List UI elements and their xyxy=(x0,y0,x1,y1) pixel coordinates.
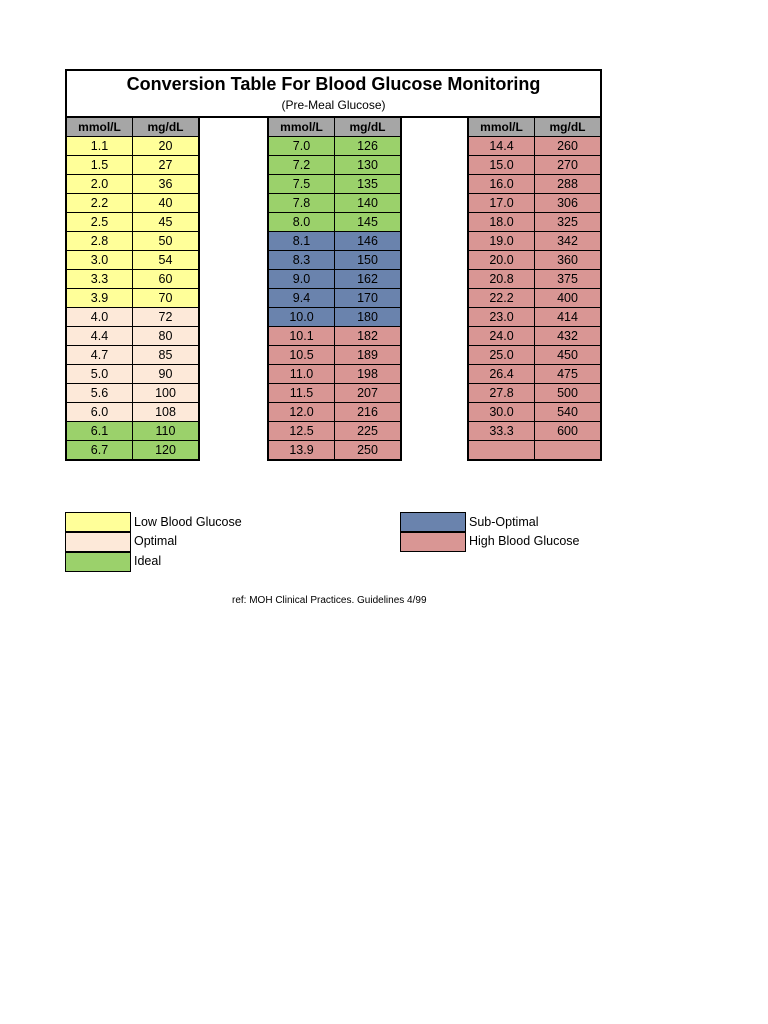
mmol-cell: 4.4 xyxy=(66,327,133,346)
mmol-cell: 24.0 xyxy=(468,327,535,346)
header-mmol: mmol/L xyxy=(268,117,335,137)
mmol-cell: 14.4 xyxy=(468,137,535,156)
table-row xyxy=(66,365,199,384)
legend-swatch-sub-optimal xyxy=(400,512,466,532)
mgdl-cell: 375 xyxy=(535,270,602,289)
table-row xyxy=(268,270,401,289)
legend-swatch-high xyxy=(400,532,466,552)
mmol-cell: 18.0 xyxy=(468,213,535,232)
table-row xyxy=(66,251,199,270)
mgdl-cell: 20 xyxy=(133,137,200,156)
legend-label-high: High Blood Glucose xyxy=(469,534,580,548)
mgdl-cell: 288 xyxy=(535,175,602,194)
table-row xyxy=(66,403,199,422)
mgdl-cell: 450 xyxy=(535,346,602,365)
table-row xyxy=(468,365,601,384)
mmol-cell: 27.8 xyxy=(468,384,535,403)
header-mmol: mmol/L xyxy=(468,117,535,137)
table-row xyxy=(468,156,601,175)
mmol-cell: 5.0 xyxy=(66,365,133,384)
table-row xyxy=(268,175,401,194)
conversion-table-1 xyxy=(65,116,200,461)
mgdl-cell: 45 xyxy=(133,213,200,232)
mgdl-cell: 50 xyxy=(133,232,200,251)
mgdl-cell: 475 xyxy=(535,365,602,384)
mmol-cell: 1.1 xyxy=(66,137,133,156)
table-row xyxy=(468,308,601,327)
table-row xyxy=(468,346,601,365)
mgdl-cell: 260 xyxy=(535,137,602,156)
mmol-cell: 9.4 xyxy=(268,289,335,308)
mmol-cell: 10.0 xyxy=(268,308,335,327)
mmol-cell: 26.4 xyxy=(468,365,535,384)
legend-label-low: Low Blood Glucose xyxy=(134,515,242,529)
table-row xyxy=(66,156,199,175)
mgdl-cell: 500 xyxy=(535,384,602,403)
mgdl-cell: 400 xyxy=(535,289,602,308)
legend-swatch-optimal xyxy=(65,532,131,552)
header-mgdl: mg/dL xyxy=(335,117,402,137)
mgdl-cell: 60 xyxy=(133,270,200,289)
table-row xyxy=(268,213,401,232)
mmol-cell: 19.0 xyxy=(468,232,535,251)
mgdl-cell: 126 xyxy=(335,137,402,156)
mmol-cell: 11.5 xyxy=(268,384,335,403)
table-row xyxy=(468,270,601,289)
table-row xyxy=(268,422,401,441)
mgdl-cell: 90 xyxy=(133,365,200,384)
mgdl-cell: 182 xyxy=(335,327,402,346)
mgdl-cell: 170 xyxy=(335,289,402,308)
mmol-cell: 6.7 xyxy=(66,441,133,461)
table-row xyxy=(268,327,401,346)
mgdl-cell: 72 xyxy=(133,308,200,327)
mgdl-cell: 198 xyxy=(335,365,402,384)
mgdl-cell xyxy=(535,441,602,461)
table-row xyxy=(268,232,401,251)
mgdl-cell: 146 xyxy=(335,232,402,251)
table-row xyxy=(468,175,601,194)
table-row xyxy=(66,441,199,461)
table-row xyxy=(66,270,199,289)
mgdl-cell: 207 xyxy=(335,384,402,403)
table-row xyxy=(66,289,199,308)
table-row xyxy=(268,289,401,308)
table-row xyxy=(468,403,601,422)
mgdl-cell: 135 xyxy=(335,175,402,194)
table-row xyxy=(66,194,199,213)
mgdl-cell: 414 xyxy=(535,308,602,327)
table-row xyxy=(468,232,601,251)
mmol-cell: 23.0 xyxy=(468,308,535,327)
table-row xyxy=(66,213,199,232)
mmol-cell: 30.0 xyxy=(468,403,535,422)
table-row xyxy=(468,137,601,156)
mmol-cell: 33.3 xyxy=(468,422,535,441)
mmol-cell: 13.9 xyxy=(268,441,335,461)
mgdl-cell: 162 xyxy=(335,270,402,289)
mgdl-cell: 54 xyxy=(133,251,200,270)
table-row xyxy=(468,194,601,213)
mgdl-cell: 342 xyxy=(535,232,602,251)
mgdl-cell: 432 xyxy=(535,327,602,346)
mmol-cell: 9.0 xyxy=(268,270,335,289)
table-row xyxy=(468,213,601,232)
mmol-cell: 8.1 xyxy=(268,232,335,251)
mmol-cell: 12.5 xyxy=(268,422,335,441)
table-row xyxy=(268,194,401,213)
mmol-cell: 7.5 xyxy=(268,175,335,194)
table-row xyxy=(66,384,199,403)
mgdl-cell: 325 xyxy=(535,213,602,232)
conversion-table-2 xyxy=(267,116,402,461)
mgdl-cell: 108 xyxy=(133,403,200,422)
mgdl-cell: 100 xyxy=(133,384,200,403)
table-row xyxy=(66,308,199,327)
table-row xyxy=(468,251,601,270)
mmol-cell: 10.5 xyxy=(268,346,335,365)
mmol-cell: 3.0 xyxy=(66,251,133,270)
legend-swatch-ideal xyxy=(65,552,131,572)
mgdl-cell: 189 xyxy=(335,346,402,365)
table-row xyxy=(66,232,199,251)
mgdl-cell: 360 xyxy=(535,251,602,270)
mgdl-cell: 250 xyxy=(335,441,402,461)
table-row xyxy=(268,308,401,327)
table-row xyxy=(268,403,401,422)
header-mmol: mmol/L xyxy=(66,117,133,137)
mgdl-cell: 120 xyxy=(133,441,200,461)
mgdl-cell: 180 xyxy=(335,308,402,327)
legend-swatch-low xyxy=(65,512,131,532)
legend-label-optimal: Optimal xyxy=(134,534,178,548)
mmol-cell: 17.0 xyxy=(468,194,535,213)
mmol-cell: 11.0 xyxy=(268,365,335,384)
mmol-cell: 1.5 xyxy=(66,156,133,175)
title-box xyxy=(65,69,602,118)
table-row xyxy=(468,441,601,461)
mmol-cell: 6.0 xyxy=(66,403,133,422)
page-subtitle: (Pre-Meal Glucose) xyxy=(281,98,386,112)
mmol-cell: 20.8 xyxy=(468,270,535,289)
mmol-cell: 2.5 xyxy=(66,213,133,232)
mgdl-cell: 40 xyxy=(133,194,200,213)
mgdl-cell: 130 xyxy=(335,156,402,175)
mgdl-cell: 270 xyxy=(535,156,602,175)
conversion-table-3 xyxy=(467,116,602,461)
mmol-cell: 7.8 xyxy=(268,194,335,213)
mgdl-cell: 27 xyxy=(133,156,200,175)
mgdl-cell: 140 xyxy=(335,194,402,213)
mmol-cell: 20.0 xyxy=(468,251,535,270)
mmol-cell: 5.6 xyxy=(66,384,133,403)
mgdl-cell: 80 xyxy=(133,327,200,346)
mmol-cell: 7.2 xyxy=(268,156,335,175)
table-row xyxy=(268,251,401,270)
page-title: Conversion Table For Blood Glucose Monitoring xyxy=(126,74,541,94)
mmol-cell: 16.0 xyxy=(468,175,535,194)
mmol-cell: 12.0 xyxy=(268,403,335,422)
mgdl-cell: 600 xyxy=(535,422,602,441)
mgdl-cell: 85 xyxy=(133,346,200,365)
reference-note: ref: MOH Clinical Practices. Guidelines 4/99 xyxy=(232,595,427,606)
mmol-cell xyxy=(468,441,535,461)
mmol-cell: 6.1 xyxy=(66,422,133,441)
mmol-cell: 3.3 xyxy=(66,270,133,289)
mmol-cell: 2.8 xyxy=(66,232,133,251)
table-row xyxy=(66,346,199,365)
mmol-cell: 8.0 xyxy=(268,213,335,232)
table-row xyxy=(66,422,199,441)
mmol-cell: 22.2 xyxy=(468,289,535,308)
header-mgdl: mg/dL xyxy=(535,117,602,137)
table-row xyxy=(66,175,199,194)
table-row xyxy=(468,384,601,403)
legend-label-sub-optimal: Sub-Optimal xyxy=(469,515,539,529)
mgdl-cell: 145 xyxy=(335,213,402,232)
mmol-cell: 2.2 xyxy=(66,194,133,213)
table-row xyxy=(268,384,401,403)
header-mgdl: mg/dL xyxy=(133,117,200,137)
mmol-cell: 15.0 xyxy=(468,156,535,175)
mmol-cell: 4.0 xyxy=(66,308,133,327)
table-row xyxy=(468,422,601,441)
mmol-cell: 7.0 xyxy=(268,137,335,156)
table-row xyxy=(468,327,601,346)
mgdl-cell: 540 xyxy=(535,403,602,422)
table-row xyxy=(268,156,401,175)
table-row xyxy=(66,137,199,156)
mmol-cell: 25.0 xyxy=(468,346,535,365)
mmol-cell: 4.7 xyxy=(66,346,133,365)
mgdl-cell: 70 xyxy=(133,289,200,308)
mmol-cell: 10.1 xyxy=(268,327,335,346)
table-row xyxy=(268,365,401,384)
legend-label-ideal: Ideal xyxy=(134,554,162,568)
mgdl-cell: 110 xyxy=(133,422,200,441)
table-row xyxy=(268,346,401,365)
mmol-cell: 8.3 xyxy=(268,251,335,270)
mmol-cell: 3.9 xyxy=(66,289,133,308)
mmol-cell: 2.0 xyxy=(66,175,133,194)
mgdl-cell: 225 xyxy=(335,422,402,441)
table-row xyxy=(268,441,401,461)
mgdl-cell: 306 xyxy=(535,194,602,213)
mgdl-cell: 150 xyxy=(335,251,402,270)
table-row xyxy=(468,289,601,308)
table-row xyxy=(268,137,401,156)
mgdl-cell: 216 xyxy=(335,403,402,422)
table-row xyxy=(66,327,199,346)
mgdl-cell: 36 xyxy=(133,175,200,194)
